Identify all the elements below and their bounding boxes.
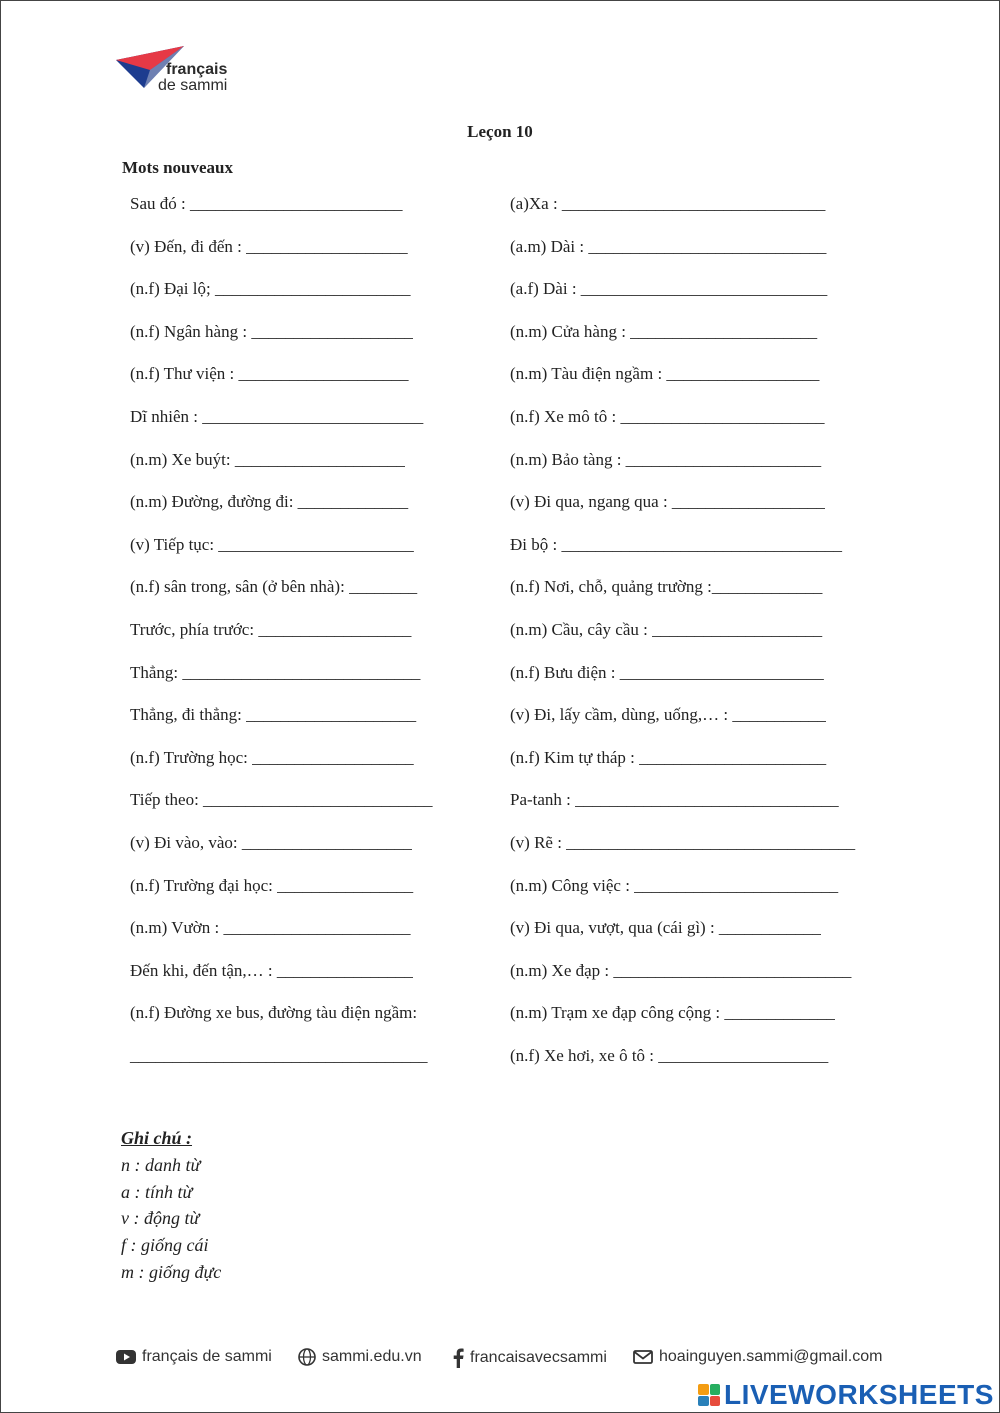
vocab-entry[interactable]: Thẳng: ____________________________: [130, 662, 421, 682]
liveworksheets-watermark: [698, 1380, 994, 1410]
vocab-entry[interactable]: Pa-tanh : _______________________________: [510, 790, 839, 810]
footer-youtube[interactable]: [116, 1348, 272, 1366]
vocab-entry[interactable]: (n.f) Xe hơi, xe ô tô : ____________________: [510, 1045, 829, 1065]
vocab-entry[interactable]: (n.m) Xe đạp : ____________________________: [510, 960, 852, 980]
vocab-entry[interactable]: (n.f) Nơi, chỗ, quảng trường :_____________: [510, 577, 823, 597]
logo-line-2: de sammi: [158, 77, 228, 94]
note-item: f : giống cái: [121, 1235, 209, 1256]
footer: [116, 1348, 916, 1372]
globe-icon: [298, 1348, 316, 1366]
vocab-entry[interactable]: (n.m) Trạm xe đạp công cộng : _____________: [510, 1003, 835, 1023]
vocab-entry[interactable]: (v) Tiếp tục: _______________________: [130, 534, 414, 554]
vocab-entry[interactable]: (n.m) Xe buýt: ____________________: [130, 449, 405, 469]
brand-logo: [114, 44, 254, 100]
notes-section: [121, 1128, 221, 1286]
vocab-entry[interactable]: (n.m) Công việc : ________________________: [510, 875, 839, 895]
note-item: a : tính từ: [121, 1181, 193, 1202]
vocab-entry[interactable]: (v) Đi qua, vượt, qua (cái gì) : ____________: [510, 918, 821, 938]
watermark-text: LIVEWORKSHEETS: [724, 1379, 994, 1410]
vocab-entry[interactable]: (n.m) Cửa hàng : ______________________: [510, 321, 818, 341]
note-item: v : động từ: [121, 1208, 200, 1229]
vocab-entry[interactable]: (n.f) sân trong, sân (ở bên nhà): ________: [130, 577, 418, 597]
vocab-entry[interactable]: (n.f) Xe mô tô : ________________________: [510, 406, 825, 426]
vocab-entry[interactable]: (n.m) Tàu điện ngầm : __________________: [510, 364, 820, 384]
liveworksheets-logo-icon: [698, 1384, 720, 1406]
vocab-entry[interactable]: (v) Đến, đi đến : ___________________: [130, 236, 408, 256]
vocab-entry[interactable]: Tiếp theo: ___________________________: [130, 790, 433, 810]
section-title: Mots nouveaux: [122, 158, 233, 177]
logo-line-1: français: [166, 61, 228, 78]
footer-email-label: hoainguyen.sammi@gmail.com: [659, 1348, 883, 1365]
vocab-entry[interactable]: (v) Đi vào, vào: ____________________: [130, 832, 412, 852]
note-item: n : danh từ: [121, 1155, 201, 1175]
vocab-entry[interactable]: (n.f) Ngân hàng : ___________________: [130, 321, 413, 341]
vocab-entry[interactable]: (n.f) Đại lộ; _______________________: [130, 279, 411, 299]
vocab-entry[interactable]: Đi bộ : _________________________________: [510, 534, 842, 554]
vocab-entry[interactable]: (n.m) Đường, đường đi: _____________: [130, 492, 409, 512]
vocab-entry[interactable]: (a)Xa : _______________________________: [510, 194, 826, 213]
vocab-entry[interactable]: ___________________________________: [130, 1045, 428, 1065]
vocab-entry[interactable]: (v) Đi, lấy cầm, dùng, uống,… : ___________: [510, 705, 826, 725]
vocab-entry[interactable]: Trước, phía trước: __________________: [130, 619, 412, 639]
vocab-entry[interactable]: (n.m) Cầu, cây cầu : ____________________: [510, 619, 823, 639]
vocab-entry[interactable]: Thẳng, đi thẳng: ____________________: [130, 705, 417, 725]
footer-website[interactable]: [298, 1348, 422, 1366]
vocab-entry[interactable]: (n.m) Vườn : ______________________: [130, 918, 411, 938]
vocab-entry[interactable]: (n.m) Bảo tàng : _______________________: [510, 449, 822, 469]
vocab-entry[interactable]: (a.m) Dài : ____________________________: [510, 236, 827, 256]
vocab-entry[interactable]: (n.f) Kim tự tháp : ______________________: [510, 747, 827, 767]
vocab-entry[interactable]: (n.f) Đường xe bus, đường tàu điện ngầm:: [130, 1003, 418, 1023]
page-title: Leçon 10: [467, 122, 533, 141]
notes-title: Ghi chú :: [121, 1128, 193, 1148]
vocab-entry[interactable]: Dĩ nhiên : __________________________: [130, 406, 424, 426]
footer-facebook-label: francaisavecsammi: [470, 1349, 607, 1366]
vocab-entry[interactable]: (v) Rẽ : __________________________________: [510, 832, 856, 852]
mail-icon: [633, 1349, 653, 1365]
right-vocab-column: [510, 193, 880, 1087]
footer-website-label: sammi.edu.vn: [322, 1348, 422, 1365]
vocab-entry[interactable]: (n.f) Bưu điện : ________________________: [510, 662, 824, 682]
vocab-entry[interactable]: (n.f) Trường đại học: ________________: [130, 875, 414, 895]
vocab-entry[interactable]: Đến khi, đến tận,… : ________________: [130, 960, 413, 980]
footer-email[interactable]: [633, 1348, 882, 1366]
footer-facebook[interactable]: [452, 1348, 607, 1368]
vocab-entry[interactable]: (a.f) Dài : _____________________________: [510, 279, 828, 299]
vocab-entry[interactable]: (n.f) Trường học: ___________________: [130, 747, 414, 767]
vocab-entry[interactable]: Sau đó : _________________________: [130, 194, 403, 213]
youtube-icon: [116, 1349, 136, 1365]
left-vocab-column: [130, 193, 470, 1087]
vocab-entry[interactable]: (v) Đi qua, ngang qua : __________________: [510, 492, 825, 512]
facebook-icon: [452, 1348, 464, 1368]
vocab-entry[interactable]: (n.f) Thư viện : ____________________: [130, 364, 409, 384]
footer-youtube-label: français de sammi: [142, 1348, 272, 1365]
note-item: m : giống đực: [121, 1261, 222, 1282]
